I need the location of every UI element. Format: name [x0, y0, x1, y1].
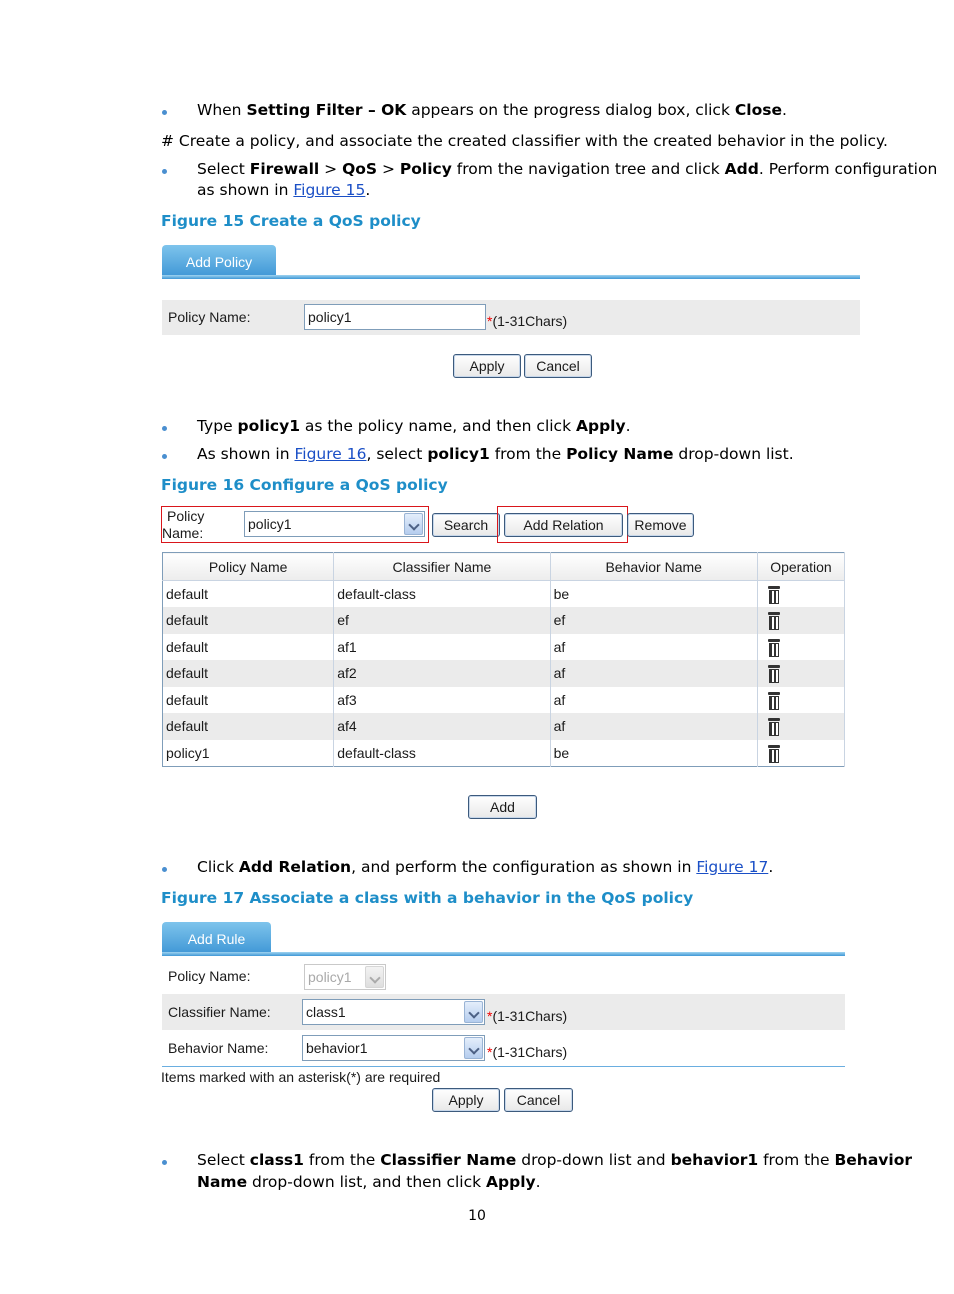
policy-name-input[interactable]: policy1	[304, 304, 486, 330]
chevron-down-icon	[365, 966, 384, 988]
figure17-link[interactable]: Figure 17	[696, 858, 769, 876]
highlight-add-relation	[497, 506, 628, 543]
bullet-marker	[162, 169, 167, 174]
cancel-button[interactable]: Cancel	[504, 1088, 573, 1112]
trash-icon[interactable]	[768, 691, 780, 709]
apply-button[interactable]: Apply	[432, 1088, 500, 1112]
trash-icon[interactable]	[768, 611, 780, 629]
bullet-click-add-relation: Click Add Relation, and perform the configuration as shown in Figure 17.	[197, 858, 774, 876]
form-divider	[162, 1066, 845, 1067]
table-row: default af1 af	[163, 634, 845, 661]
bullet-marker	[162, 454, 167, 459]
bullet-marker	[162, 426, 167, 431]
col-operation: Operation	[757, 553, 844, 581]
figure16-link[interactable]: Figure 16	[294, 445, 367, 463]
table-row: default af4 af	[163, 713, 845, 740]
policy-name-select: policy1	[304, 964, 386, 990]
trash-icon[interactable]	[768, 638, 780, 656]
col-classifier-name[interactable]: Classifier Name	[334, 553, 550, 581]
bullet-marker	[162, 110, 167, 115]
bullet-select-firewall: Select Firewall > QoS > Policy from the navigation tree and click Add. Perform configuration	[197, 160, 938, 178]
add-button[interactable]: Add	[468, 795, 537, 819]
col-policy-name[interactable]: Policy Name	[163, 553, 334, 581]
bullet-select-firewall-cont: as shown in Figure 15.	[197, 181, 371, 199]
classifier-name-label: Classifier Name:	[168, 1004, 271, 1020]
table-row: default ef ef	[163, 607, 845, 634]
tab-add-policy[interactable]: Add Policy	[162, 245, 276, 277]
apply-button[interactable]: Apply	[453, 354, 521, 378]
tab-divider	[162, 952, 845, 956]
trash-icon[interactable]	[768, 664, 780, 682]
page-number: 10	[468, 1208, 486, 1224]
table-row: policy1 default-class be	[163, 740, 845, 767]
trash-icon[interactable]	[768, 717, 780, 735]
tab-add-rule[interactable]: Add Rule	[162, 922, 271, 954]
policy-name-label: Policy Name:	[168, 309, 251, 325]
policy-name-label: Policy Name:	[168, 968, 251, 984]
policy-table	[162, 552, 845, 767]
col-behavior-name[interactable]: Behavior Name	[550, 553, 757, 581]
add-relation-button[interactable]: Add Relation	[504, 513, 623, 537]
behavior-name-label: Behavior Name:	[168, 1040, 269, 1056]
classifier-name-select[interactable]: class1	[302, 999, 485, 1025]
table-row: default default-class be	[163, 581, 845, 608]
figure16-title: Figure 16 Configure a QoS policy	[161, 476, 448, 494]
figure15-title: Figure 15 Create a QoS policy	[161, 212, 421, 230]
required-hint: *(1-31Chars)	[487, 1008, 568, 1024]
trash-icon[interactable]	[768, 585, 780, 603]
required-hint: *(1-31Chars)	[487, 313, 568, 329]
table-header	[163, 553, 845, 581]
bullet-select-class-cont: Name drop-down list, and then click Apply.	[197, 1173, 541, 1191]
trash-icon[interactable]	[768, 744, 780, 762]
create-policy-comment: # Create a policy, and associate the created classifier with the created behavior in the policy.	[161, 132, 888, 150]
policy-name-label: Policy Name:	[162, 508, 205, 541]
remove-button[interactable]: Remove	[627, 513, 694, 537]
tab-divider	[162, 275, 860, 279]
policy-name-select[interactable]: policy1	[244, 511, 425, 537]
bullet-type-policy: Type policy1 as the policy name, and then click Apply.	[197, 417, 631, 435]
chevron-down-icon[interactable]	[464, 1037, 483, 1059]
search-button[interactable]: Search	[432, 513, 500, 537]
bullet-marker	[162, 1160, 167, 1165]
behavior-name-select[interactable]: behavior1	[302, 1035, 485, 1061]
figure17-title: Figure 17 Associate a class with a behavior in the QoS policy	[161, 889, 694, 907]
cancel-button[interactable]: Cancel	[524, 354, 592, 378]
chevron-down-icon[interactable]	[464, 1001, 483, 1023]
required-hint: *(1-31Chars)	[487, 1044, 568, 1060]
bullet-setting-filter: When Setting Filter – OK appears on the progress dialog box, click Close.	[197, 101, 787, 119]
table-row: default af3 af	[163, 687, 845, 714]
required-note: Items marked with an asterisk(*) are required	[161, 1069, 441, 1085]
table-row: default af2 af	[163, 660, 845, 687]
figure15-link[interactable]: Figure 15	[293, 181, 366, 199]
highlight-policy-name	[161, 506, 429, 543]
bullet-marker	[162, 867, 167, 872]
bullet-select-policy: As shown in Figure 16, select policy1 from the Policy Name drop-down list.	[197, 445, 794, 463]
bullet-select-class: Select class1 from the Classifier Name drop-down list and behavior1 from the Behavior	[197, 1151, 912, 1169]
